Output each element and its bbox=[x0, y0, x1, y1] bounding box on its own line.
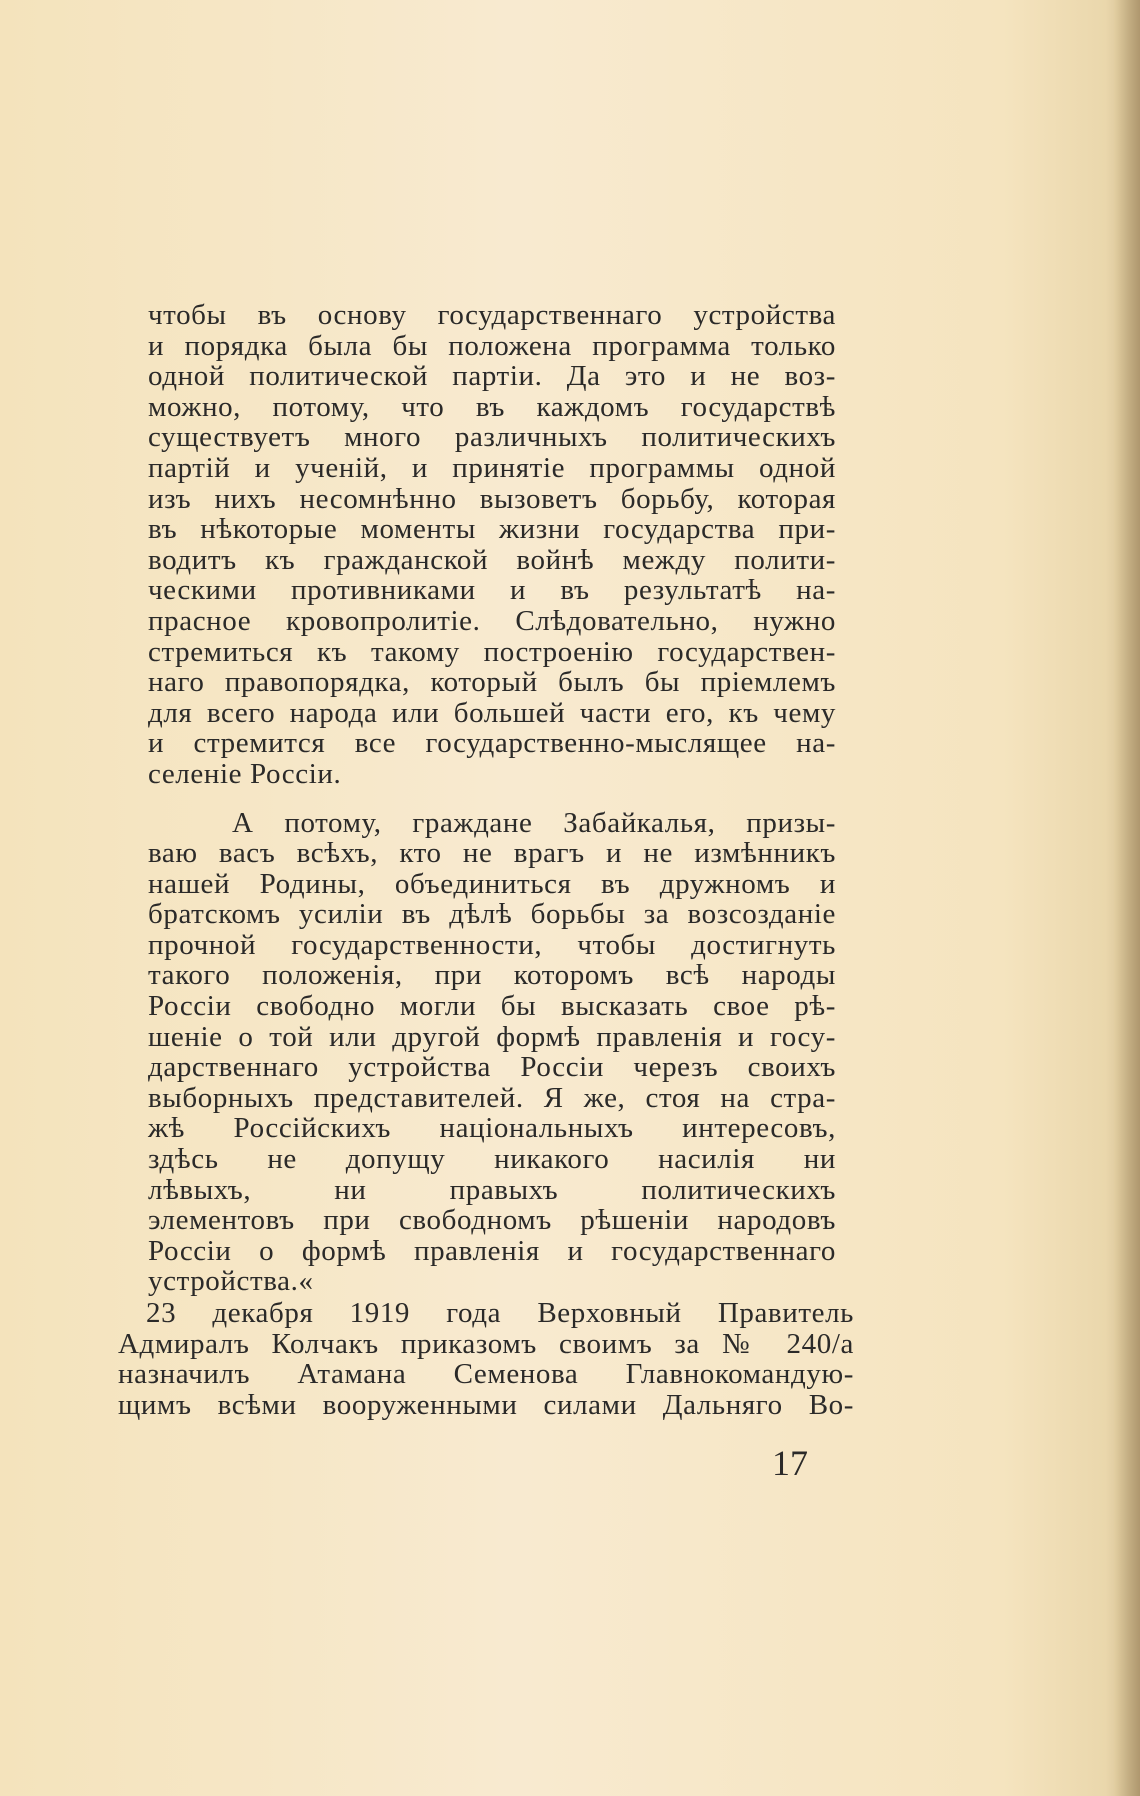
text-line: выборныхъ представителей. Я же, стоя на стра- bbox=[148, 1081, 836, 1114]
text-line: такого положенiя, при которомъ всѣ народы bbox=[148, 959, 836, 992]
text-line: А потому, граждане Забайкалья, призы- bbox=[232, 806, 836, 839]
text-line: Россiи о формѣ правленiя и государственнаго bbox=[148, 1234, 836, 1267]
text-line: одной политической партiи. Да это и не воз- bbox=[148, 360, 836, 393]
text-line: Россiи свободно могли бы высказать свое рѣ- bbox=[148, 990, 836, 1023]
text-line: ваю васъ всѣхъ, кто не врагъ и не измѣнникъ bbox=[148, 837, 836, 870]
text-line: Адмиралъ Колчакъ приказомъ своимъ за № 240/а bbox=[118, 1327, 854, 1360]
text-line: элементовъ при свободномъ рѣшенiи народовъ bbox=[148, 1204, 836, 1237]
text-line: въ нѣкоторые моменты жизни государства при- bbox=[148, 513, 836, 546]
paragraph-gap bbox=[148, 790, 836, 808]
text-line: дарственнаго устройства Россiи черезъ своихъ bbox=[148, 1051, 836, 1084]
page-edge-shadow bbox=[1114, 0, 1140, 1796]
text-line: нашей Родины, объединиться въ дружномъ и bbox=[148, 867, 836, 900]
text-line: прочной государственности, чтобы достигнуть bbox=[148, 928, 836, 961]
text-line: назначилъ Атамана Семенова Главнокомандую- bbox=[118, 1358, 854, 1391]
text-line: можно, потому, что въ каждомъ государствѣ bbox=[148, 390, 836, 423]
text-line: лѣвыхъ, ни правыхъ политическихъ bbox=[148, 1173, 836, 1206]
text-line: водитъ къ гражданской войнѣ между полити- bbox=[148, 543, 836, 576]
text-line: щимъ всѣми вооруженными силами Дальняго Во- bbox=[118, 1388, 854, 1421]
text-line: ческими противниками и въ результатѣ на- bbox=[148, 574, 836, 607]
text-line: здѣсь не допущу никакого насилiя ни bbox=[148, 1143, 836, 1176]
main-text-block bbox=[148, 300, 836, 1297]
text-line: селенiе Россiи. bbox=[148, 757, 342, 790]
text-line: партiй и ученiй, и принятiе программы одной bbox=[148, 451, 836, 484]
text-line: и стремится все государственно-мыслящее на- bbox=[148, 727, 836, 760]
text-line: шенiе о той или другой формѣ правленiя и госу- bbox=[148, 1020, 836, 1053]
paragraph-3 bbox=[118, 1298, 854, 1420]
text-line: прасное кровопролитiе. Слѣдовательно, нужно bbox=[148, 604, 836, 637]
text-line: жѣ Россiйскихъ нацiональныхъ интересовъ, bbox=[148, 1112, 836, 1145]
text-line: существуетъ много различныхъ политическихъ bbox=[148, 421, 836, 454]
page-number: 17 bbox=[772, 1443, 808, 1483]
text-line: для всего народа или большей части его, къ чему bbox=[148, 696, 836, 729]
text-line: и порядка была бы положена программа только bbox=[148, 329, 836, 362]
text-line: наго правопорядка, который былъ бы прiемлемъ bbox=[148, 666, 836, 699]
text-line: 23 декабря 1919 года Верховный Правитель bbox=[146, 1297, 854, 1329]
text-line: братскомъ усилiи въ дѣлѣ борьбы за возсозданiе bbox=[148, 898, 836, 931]
text-line: чтобы въ основу государственнаго устройства bbox=[148, 299, 836, 331]
text-line: стремиться къ такому построенiю государствен- bbox=[148, 635, 836, 668]
text-line: изъ нихъ несомнѣнно вызоветъ борьбу, которая bbox=[148, 482, 836, 515]
text-line: устройства.« bbox=[148, 1265, 314, 1298]
